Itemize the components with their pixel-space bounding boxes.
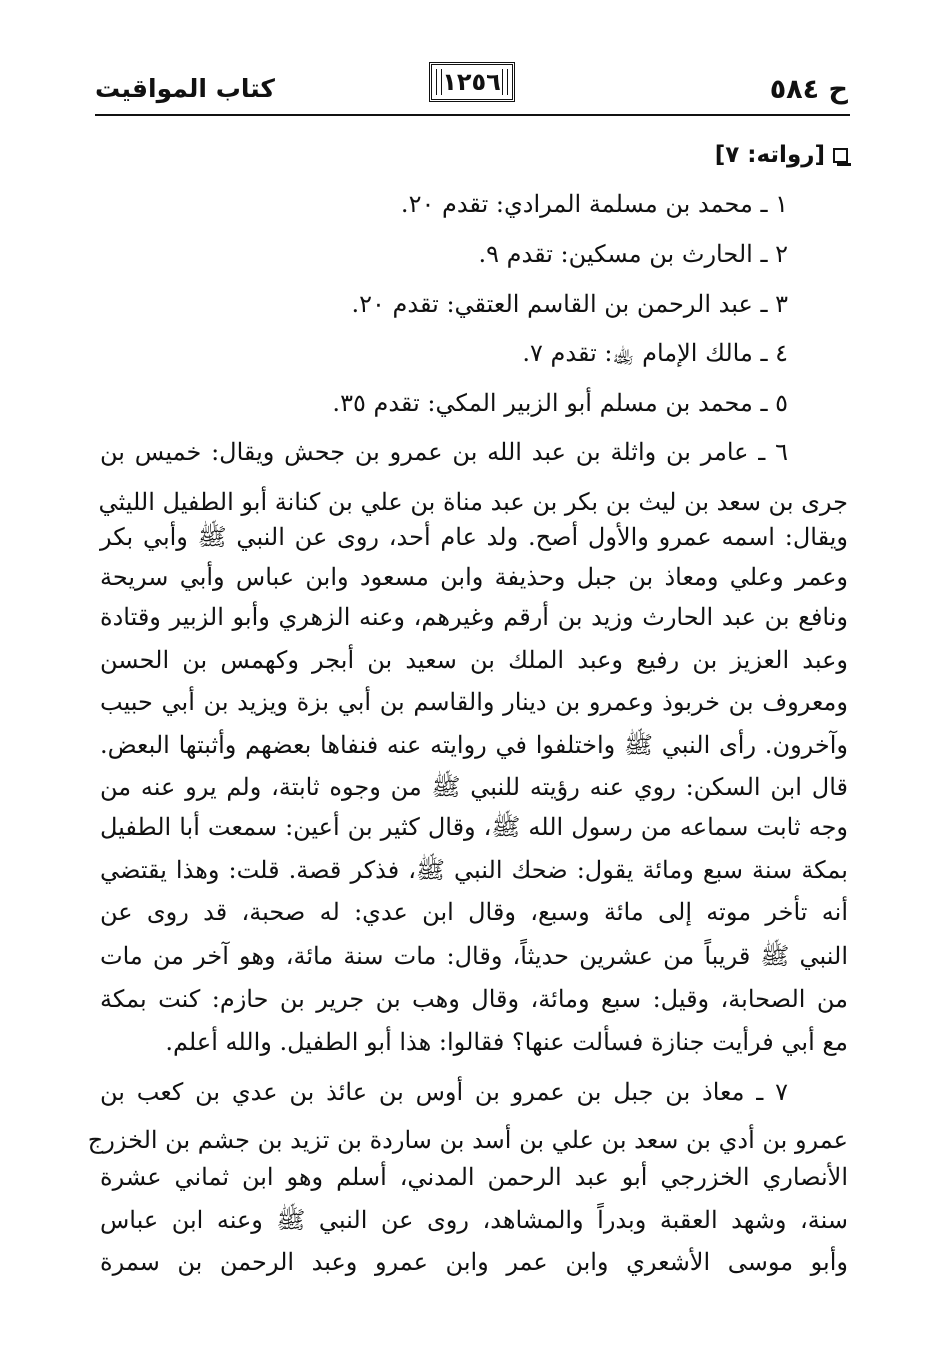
paragraph-line: قال ابن السكن: روي عنه رؤيته للنبي ﷺ من وجوه ثابتة، ولم يرو عنه من <box>100 773 848 801</box>
paragraph-line: ونافع بن عبد الحارث وزيد بن أرقم وغيرهم، وعنه الزهري وأبو الزبير وقتادة <box>100 603 848 631</box>
paragraph-line: ٧ ـ معاذ بن جبل بن عمرو بن أوس بن عائذ بن عدي بن كعب بن <box>100 1078 789 1106</box>
paragraph-line: بمكة سنة سبع ومائة يقول: ضحك النبي ﷺ، فذكر قصة. قلت: وهذا يقتضي <box>100 856 848 884</box>
paragraph-line: أنه تأخر موته إلى مائة وسبع، وقال ابن عدي: له صحبة، قد روى عن <box>100 898 848 926</box>
paragraph-line: ومعروف بن خربوذ وعمرو بن دينار والقاسم بن أبي بزة ويزيد بن أبي حبيب <box>100 688 848 716</box>
narrator-line: ٣ ـ عبد الرحمن بن القاسم العتقي: تقدم ٢٠. <box>351 290 788 318</box>
paragraph-line: وآخرون. رأى النبي ﷺ واختلفوا في روايته عنه فنفاها بعضهم وأثبتها البعض. <box>100 731 848 759</box>
paragraph-line: النبي ﷺ قريباً من عشرين حديثاً، وقال: مات سنة مائة، وهو آخر من مات <box>100 942 848 970</box>
paragraph-line: وعبد العزيز بن رفيع وعبد الملك بن سعيد بن أبجر وكهمس بن الحسن <box>100 646 848 674</box>
paragraph-line: وأبو موسى الأشعري وابن عمر وابن عمرو وعبد الرحمن بن سمرة <box>100 1248 848 1276</box>
paragraph-line: عمرو بن أدي بن سعد بن علي بن أسد بن ساردة بن تزيد بن جشم بن الخزرج <box>87 1126 848 1154</box>
header-divider <box>95 114 850 116</box>
paragraph-line: مع أبي فرأيت جنازة فسألت عنها؟ فقالوا: هذا أبو الطفيل. والله أعلم. <box>165 1028 848 1056</box>
page-header <box>95 62 848 112</box>
paragraph-line: وعمر وعلي ومعاذ بن جبل وحذيفة وابن مسعود وابن عباس وأبي سريحة <box>100 563 848 591</box>
section-heading <box>715 142 848 168</box>
page-number: ١٢٥٦ <box>429 62 515 102</box>
paragraph-line: من الصحابة، وقيل: سبع ومائة، وقال وهب بن جرير بن حازم: كنت بمكة <box>100 985 848 1013</box>
paragraph-line: ويقال: اسمه عمرو والأول أصح. ولد عام أحد، روى عن النبي ﷺ وأبي بكر <box>100 523 848 551</box>
paragraph-line: جرى بن سعد بن ليث بن بكر بن عبد مناة بن علي بن كنانة أبو الطفيل الليثي <box>98 488 848 516</box>
paragraph-line: وجه ثابت سماعه من رسول الله ﷺ، وقال كثير بن أعين: سمعت أبا الطفيل <box>100 813 848 841</box>
paragraph-line: سنة، وشهد العقبة وبدراً والمشاهد، روى عن النبي ﷺ وعنه ابن عباس <box>100 1206 848 1234</box>
book-title: كتاب المواقيت <box>95 74 275 103</box>
section-heading-text: [رواته: ٧] <box>714 142 825 168</box>
hadith-number: ح ٥٨٤ <box>769 74 848 105</box>
narrator-line: ١ ـ محمد بن مسلمة المرادي: تقدم ٢٠. <box>400 190 788 218</box>
narrator-line: ٥ ـ محمد بن مسلم أبو الزبير المكي: تقدم ٣٥. <box>332 389 788 417</box>
paragraph-line: ٦ ـ عامر بن واثلة بن عبد الله بن عمرو بن جحش ويقال: خميس بن <box>100 438 789 466</box>
narrator-line: ٢ ـ الحارث بن مسكين: تقدم ٩. <box>478 240 788 268</box>
paragraph-line: الأنصاري الخزرجي أبو عبد الرحمن المدني، أسلم وهو ابن ثماني عشرة <box>100 1163 848 1191</box>
narrator-line: ٤ ـ مالك الإمام ﵀: تقدم ٧. <box>522 339 788 367</box>
square-bullet-icon <box>833 148 848 163</box>
